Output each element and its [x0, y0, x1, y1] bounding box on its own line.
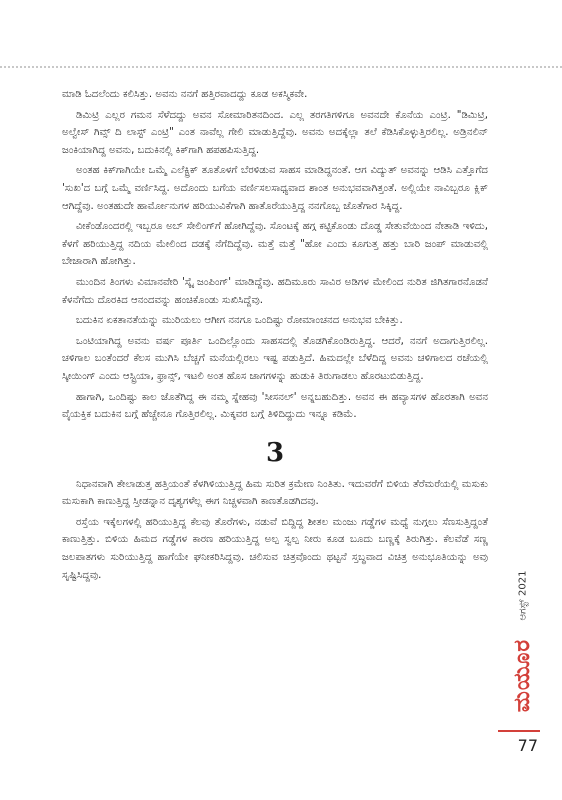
paragraph: ರಸ್ತೆಯ ಇಕ್ಕೆಲಗಳಲ್ಲಿ ಹರಿಯುತ್ತಿದ್ದ ಕೆಲವು ತೊರೆಗಳು, ನಡುವೆ ಬಿದ್ದಿದ್ದ ಶೀತಲ ಮಂಜು ಗಡ್ಡೆಗಳ ಮಧ್ಯೆ ನುಗ್ಗಲು ಸೆಣಸುತ್ತಿದ್ದಂತೆ ಕಾಣುತ್ತಿತ್ತು. ಬಿಳಿಯ ಹಿಮದ ಗಡ್ಡೆಗಳ ಕಾರಣ ಹರಿಯುತ್ತಿದ್ದ ಅಲ್ಪ ಸ್ವಲ್ಪ ನೀರು ಕೂಡ ಬೂದು ಬಣ್ಣಕ್ಕೆ ತಿರುಗಿತ್ತು. ಕೆಲವೆಡೆ ಸಣ್ಣ ಜಲಪಾತಗಳು ಸುರಿಯುತ್ತಿದ್ದ ಹಾಗೆಯೇ ಘನೀಕರಿಸಿದ್ದವು. ಚಲಿಸುವ ಚಿತ್ರವೊಂದು ಥಟ್ಟನೆ ಸ್ತಬ್ಧವಾದ ವಿಚಿತ್ರ ಅನುಭೂತಿಯನ್ನು ಅವು ಸೃಷ್ಟಿಸಿದ್ದವು.	[62, 516, 488, 581]
magazine-brand	[508, 632, 538, 718]
magazine-brand-text: ಮಯೂರ	[510, 638, 536, 712]
paragraph: ನಿಧಾನವಾಗಿ ತೇಲಾಡುತ್ತ ಹತ್ತಿಯಂತೆ ಕೆಳಗಿಳಿಯುತ್ತಿದ್ದ ಹಿಮ ಸುರಿತ ಕ್ರಮೇಣ ನಿಂತಿತು. ಇದುವರೆಗೆ ಬಿಳಿಯ ತೆರೆಮರೆಯಲ್ಲಿ ಮಸುಕು ಮಸುಕಾಗಿ ಕಾಣುತ್ತಿದ್ದ ಸ್ತೀಡನ್ನಾನ ದೃಶ್ಯಗಳೆಲ್ಲ ಈಗ ನಿಚ್ಚಳವಾಗಿ ಕಾಣತೊಡಗಿದವು.	[62, 478, 488, 508]
top-dotted-rule	[0, 66, 562, 68]
paragraph: ಹಾಗಾಗಿ, ಒಂದಿಷ್ಟು ಕಾಲ ಜೊತೆಗಿದ್ದ ಈ ನಮ್ಮ ಸ್ನೇಹವು 'ಸೀಸನಲ್' ಅನ್ನಬಹುದಿತ್ತು. ಅವನ ಈ ಹವ್ಯಾಸಗಳ ಹೊರತಾಗಿ ಅವನ ವೈಯಕ್ತಿಕ ಬದುಕಿನ ಬಗ್ಗೆ ಹೆಚ್ಚೇನೂ ಗೊತ್ತಿರಲಿಲ್ಲ. ಮಿಕ್ಕವರ ಬಗ್ಗೆ ತಿಳಿದಿದ್ದುದು ಇನ್ನೂ ಕಡಿಮೆ.	[62, 391, 488, 421]
page-number-rule	[498, 730, 540, 732]
paragraph: ವೀಕೆಂಡೊಂದರಲ್ಲಿ ಇಬ್ಬರೂ ಅಬ್ ಸೇಲಿಂಗ್‌ಗೆ ಹೋಗಿದ್ದೆವು. ಸೊಂಟಕ್ಕೆ ಹಗ್ಗ ಕಟ್ಟಿಕೊಂಡು ದೊಡ್ಡ ಸೇತುವೆಯಿಂದ ನೇತಾಡಿ ಇಳಿದು, ಕೆಳಗೆ ಹರಿಯುತ್ತಿದ್ದ ನದಿಯ ಮೇಲಿಂದ ದಡಕ್ಕೆ ನೆಗೆದಿದ್ದೆವು. ಮತ್ತೆ ಮತ್ತೆ "ಹೋ ಎಂದು ಕೂಗುತ್ತ ಹತ್ತು ಬಾರಿ ಜಂಪ್ ಮಾಡುವಲ್ಲಿ ಬೇಜಾರಾಗಿ ಹೋಗಿತ್ತು.	[62, 221, 488, 268]
paragraph: ಮಾಡಿ ಓದಲೆಂದು ಕಲಿಸಿತ್ತು. ಅವನು ನನಗೆ ಹತ್ತಿರವಾದದ್ದು ಕೂಡ ಅಕಸ್ಮಿಕವೇ.	[62, 89, 308, 100]
paragraph: ಒಂಟಿಯಾಗಿದ್ದ ಅವನು ವರ್ಷ ಪೂರ್ತಿ ಒಂದಿಲ್ಲೊಂದು ಸಾಹಸದಲ್ಲಿ ತೊಡಗಿಕೊಂಡಿರುತ್ತಿದ್ದ. ಆದರೆ, ನನಗೆ ಅದಾಗುತ್ತಿರಲಿಲ್ಲ. ಚಳಿಗಾಲ ಬಂತೆಂದರೆ ಕೆಲಸ ಮುಗಿಸಿ ಬೆಚ್ಚಗೆ ಮನೆಯಲ್ಲಿರಲು ಇಷ್ಟ ಪಡುತ್ತಿದೆ. ಹಿಮದಲ್ಲೇ ಬೆಳೆದಿದ್ದ ಅವನು ಚಳಿಗಾಲದ ರಜೆಯಲ್ಲಿ ಸ್ಕೀಯಿಂಗ್ ಎಂದು ಆಸ್ಟ್ರಿಯಾ, ಫ್ರಾನ್ಸ್, ಇಟಲಿ ಅಂತ ಹೊಸ ಜಾಗಗಳನ್ನು ಹುಡುಕಿ ತಿರುಗಾಡಲು ಹೊರಟುಬಿಡುತ್ತಿದ್ದ.	[62, 335, 488, 382]
section-number: 3	[265, 437, 285, 468]
paragraph: ಡಿಮಿಟ್ರಿ ಎಲ್ಲರ ಗಮನ ಸೆಳೆದದ್ದು ಅವನ ಸೋಮಾರಿತನದಿಂದ. ಎಲ್ಲ ತರಗತಿಗಳಿಗೂ ಅವನದೇ ಕೊನೆಯ ಎಂಟ್ರಿ. "ಡಿಮಿಟ್ರಿ, ಅಲ್ವೇಸ್ ಗಿವ್ಸ್ ದಿ ಲಾಸ್ಟ್ ಎಂಟ್ರಿ" ಎಂತ ನಾವೆಲ್ಲ ಗೇಲಿ ಮಾಡುತ್ತಿದ್ದೆವು. ಅವನು ಅದಕ್ಕೆಲ್ಲಾ ತಲೆ ಕೆಡಿಸಿಕೊಳ್ಳುತ್ತಿರಲಿಲ್ಲ. ಅಡ್ರಿನಲಿನ್ ಜಂಕಿಯಾಗಿದ್ದ ಅವನು, ಬದುಕಿನಲ್ಲಿ ಕಿಕ್‌ಗಾಗಿ ಹಪಹಪಿಸುತ್ತಿದ್ದ.	[62, 109, 488, 156]
issue-date-text: ಆಗಸ್ಟ್ 2021	[517, 570, 529, 620]
paragraph: ಅಂತಹ ಕಿಕ್‌ಗಾಗಿಯೇ ಒಮ್ಮೆ ಎಲೆಕ್ಟ್ರಿಕ್ ತೂತೊಳಗೆ ಬೆರಳಿಡುವ ಸಾಹಸ ಮಾಡಿದ್ದನಂತೆ. ಆಗ ವಿದ್ಯುತ್ ಅವನನ್ನು ಆಡಿಸಿ ಎತ್ತೊಗೆದ 'ಸುಖ'ದ ಬಗ್ಗೆ ಒಮ್ಮೆ ವರ್ಣಿಸಿದ್ದ. ಅದೊಂದು ಬಗೆಯ ವರ್ಣಿಸಲಸಾಧ್ಯವಾದ ಶಾಂತ ಅನುಭವವಾಗಿತ್ತಂತೆ. ಅಲ್ಲಿಯೇ ನಾವಿಬ್ಬರೂ ಕ್ಲಿಕ್ ಆಗಿದ್ದೆವು. ಅಂತಹುದೇ ಹಾರ್ಮೋನುಗಳ ಹರಿಯುವಿಕೆಗಾಗಿ ಹಾತೊರೆಯುತ್ತಿದ್ದ ನನಗೊಬ್ಬ ಜೊತೆಗಾರ ಸಿಕ್ಕಿದ್ದ.	[62, 165, 488, 212]
article-body	[62, 86, 488, 587]
page-number: 77	[517, 736, 538, 755]
paragraph: ಬದುಕಿನ ಏಕತಾನತೆಯನ್ನು ಮುರಿಯಲು ಆಗೀಗ ನನಗೂ ಒಂದಿಷ್ಟು ರೋಮಾಂಚನದ ಅನುಭವ ಬೇಕಿತ್ತು.	[76, 315, 403, 327]
issue-date	[508, 560, 538, 630]
paragraph: ಮುಂದಿನ ತಿಂಗಳು ವಿಮಾನವೇರಿ 'ಸ್ಕೈ ಜಂಪಿಂಗ್' ಮಾಡಿದ್ದೆವು. ಹದಿಮೂರು ಸಾವಿರ ಅಡಿಗಳ ಮೇಲಿಂದ ನುರಿತ ಜಿಗಿತಗಾರನೊಡನೆ ಕೆಳನೆಗೆದು ದೊರಕಿದ ಆನಂದವನ್ನು ಹಂಚಿಕೊಂಡು ಸುಖಿಸಿದ್ದೆವು.	[62, 276, 488, 306]
